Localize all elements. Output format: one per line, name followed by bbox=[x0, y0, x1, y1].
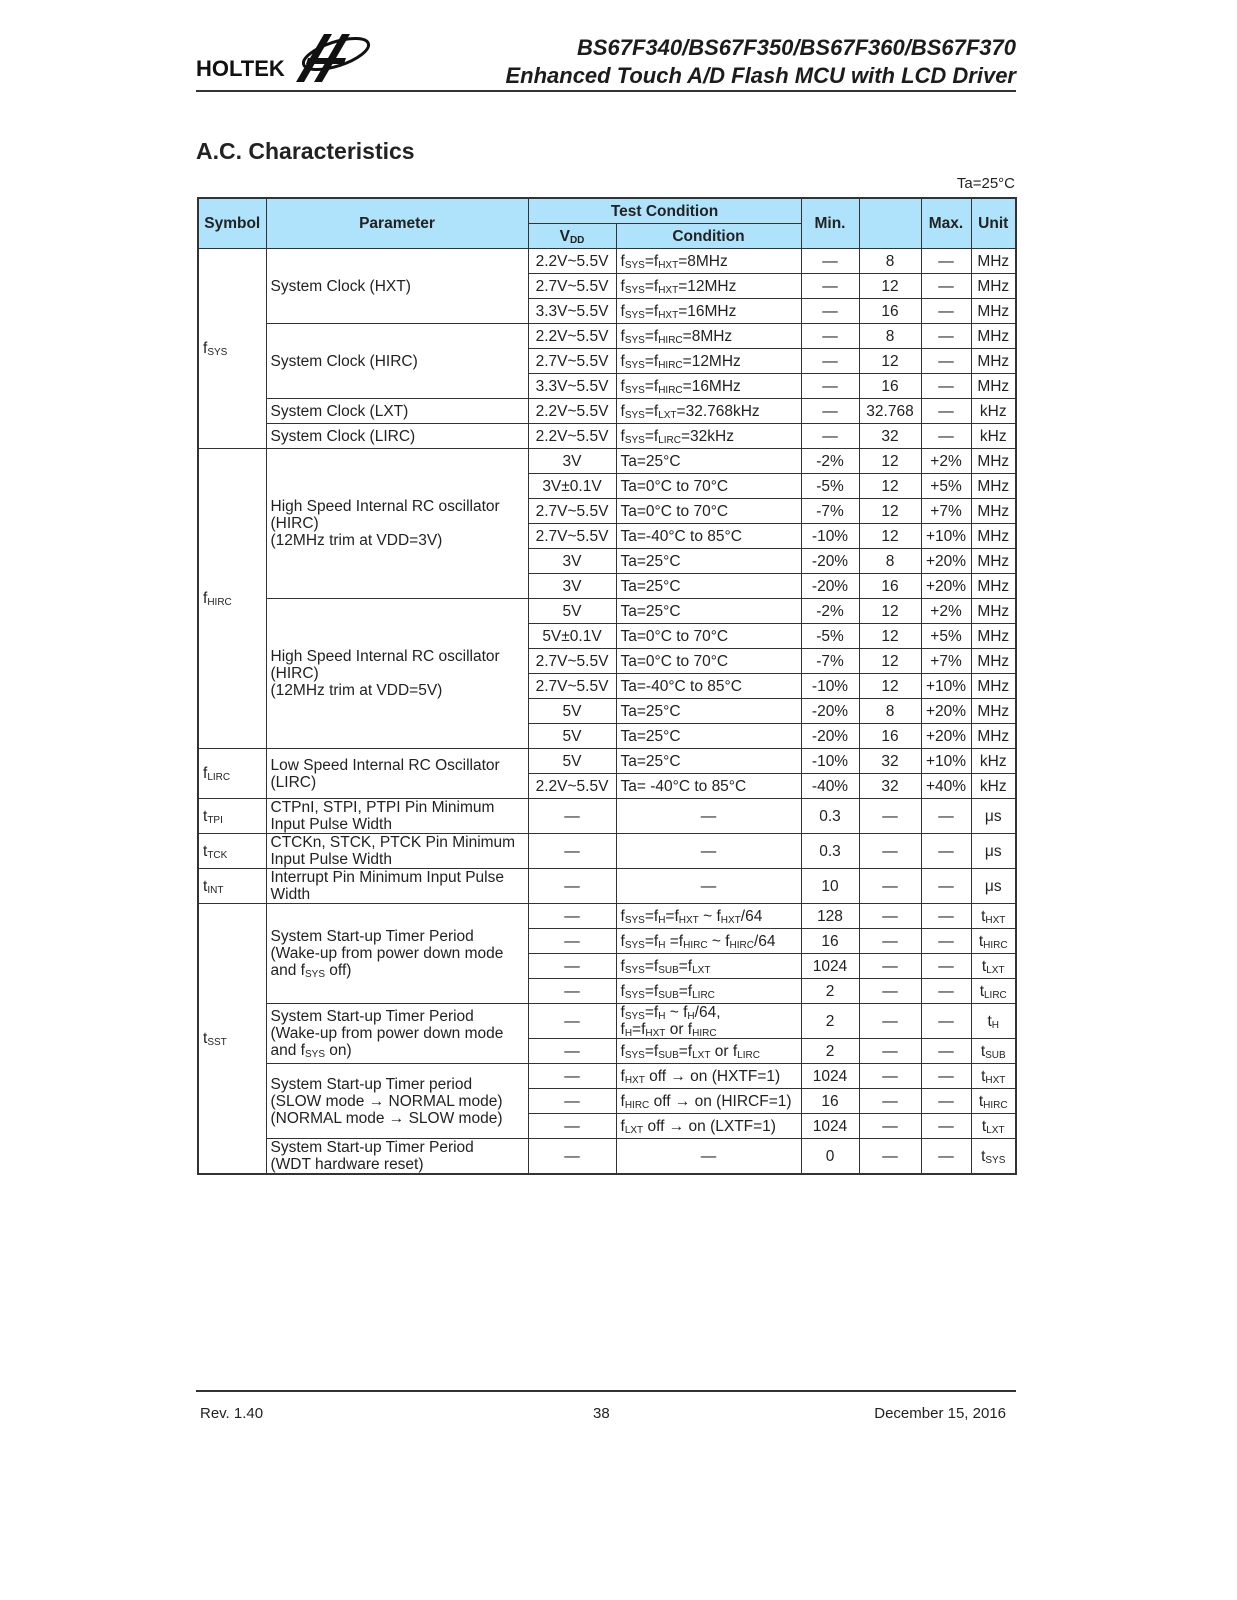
table-row: 5V±0.1V Ta=0°C to 70°C -5% 12 +5% MHz bbox=[198, 624, 1016, 649]
table-header-row bbox=[198, 198, 1016, 224]
table-row: System Start-up Timer Period (WDT hardware reset) — — 0 — — $t_{SYS}$ bbox=[198, 1139, 1016, 1175]
table-row: — $f_{HIRC}$ off → on (HIRCF=1) 16 — — $t_{HIRC}$ bbox=[198, 1089, 1016, 1114]
symbol-tsst: $t_{SST}$ bbox=[198, 904, 266, 1175]
ambient-temp-note: Ta=25°C bbox=[956, 175, 1015, 192]
footer-page-number: 38 bbox=[593, 1405, 610, 1422]
symbol-fhirc: $f_{HIRC}$ bbox=[198, 449, 266, 749]
table-row: — $f_{LXT}$ off → on (LXTF=1) 1024 — — $t_{LXT}$ bbox=[198, 1114, 1016, 1139]
table-row: $f_{LIRC}$ Low Speed Internal RC Oscillator (LIRC) 5V Ta=25°C -10% 32 +10% kHz bbox=[198, 749, 1016, 774]
header-parameter: Parameter bbox=[266, 198, 528, 249]
symbol-fsys: $f_{SYS}$ bbox=[198, 249, 266, 449]
header-symbol: Symbol bbox=[198, 198, 266, 249]
table-row: — $f_{SYS}=f_{SUB}=f_{LXT}$ 1024 — — $t_{LXT}$ bbox=[198, 954, 1016, 979]
footer-date: December 15, 2016 bbox=[874, 1405, 1006, 1422]
param-fhirc-3v: High Speed Internal RC oscillator (HIRC) (12MHz trim at VDD=3V) bbox=[266, 449, 528, 599]
symbol-tint: $t_{INT}$ bbox=[198, 869, 266, 904]
table-row: — $f_{SYS}=f_H =f_{HIRC}$ ~ $f_{HIRC}/64$ 16 — — $t_{HIRC}$ bbox=[198, 929, 1016, 954]
symbol-ttck: $t_{TCK}$ bbox=[198, 834, 266, 869]
ac-characteristics-table bbox=[197, 197, 1017, 1175]
table-row: High Speed Internal RC oscillator (HIRC) (12MHz trim at VDD=5V) 5V Ta=25°C -2% 12 +2% MHz bbox=[198, 599, 1016, 624]
table-row: System Clock (LXT) 2.2V~5.5V $f_{SYS}=f_{LXT}=32.768kHz$ — 32.768 — kHz bbox=[198, 399, 1016, 424]
table-row: — $f_{SYS}=f_{SUB}=f_{LIRC}$ 2 — — $t_{LIRC}$ bbox=[198, 979, 1016, 1004]
param-fsys-hxt: System Clock (HXT) bbox=[266, 249, 528, 324]
header-max: Max. bbox=[921, 198, 971, 249]
table-row: 3V±0.1V Ta=0°C to 70°C -5% 12 +5% MHz bbox=[198, 474, 1016, 499]
table-row: $t_{INT}$ Interrupt Pin Minimum Input Pulse Width — — 10 — — μs bbox=[198, 869, 1016, 904]
param-tsst-mode-switch: System Start-up Timer period (SLOW mode → NORMAL mode) (NORMAL mode → SLOW mode) bbox=[266, 1064, 528, 1139]
param-tint: Interrupt Pin Minimum Input Pulse Width bbox=[266, 869, 528, 904]
param-tsst-wakeup-off: System Start-up Timer Period (Wake-up from power down mode and $f_{SYS}$ off) bbox=[266, 904, 528, 1004]
footer-rule bbox=[196, 1390, 1016, 1392]
page-header bbox=[196, 24, 1016, 92]
symbol-ttpi: $t_{TPI}$ bbox=[198, 799, 266, 834]
table-row: $t_{TCK}$ CTCKn, STCK, PTCK Pin Minimum Input Pulse Width — — 0.3 — — μs bbox=[198, 834, 1016, 869]
param-flirc: Low Speed Internal RC Oscillator (LIRC) bbox=[266, 749, 528, 799]
table-row: 2.7V~5.5V Ta=-40°C to 85°C -10% 12 +10% MHz bbox=[198, 524, 1016, 549]
header-min: Min. bbox=[801, 198, 859, 249]
header-unit: Unit bbox=[971, 198, 1016, 249]
param-tsst-wakeup-on: System Start-up Timer Period (Wake-up from power down mode and $f_{SYS}$ on) bbox=[266, 1004, 528, 1064]
param-ttpi: CTPnI, STPI, PTPI Pin Minimum Input Pulse Width bbox=[266, 799, 528, 834]
param-ttck: CTCKn, STCK, PTCK Pin Minimum Input Pulse Width bbox=[266, 834, 528, 869]
table-row: $f_{SYS}$ System Clock (HXT) 2.2V~5.5V $f_{SYS}=f_{HXT}=8MHz$ — 8 — MHz bbox=[198, 249, 1016, 274]
logo-text: HOLTEK bbox=[196, 56, 285, 81]
table-row: System Start-up Timer Period (Wake-up from power down mode and $f_{SYS}$ on) — $f_{SYS}=f_H$ ~ $f_H/64$, $f_H=f_{HXT}$ or $f_{HIRC}$ 2 — — $t_H$ bbox=[198, 1004, 1016, 1039]
header-typ bbox=[859, 198, 921, 249]
symbol-flirc: $f_{LIRC}$ bbox=[198, 749, 266, 799]
table-row: $t_{TPI}$ CTPnI, STPI, PTPI Pin Minimum Input Pulse Width — — 0.3 — — μs bbox=[198, 799, 1016, 834]
param-tsst-wdt: System Start-up Timer Period (WDT hardware reset) bbox=[266, 1139, 528, 1175]
table-row: System Start-up Timer period (SLOW mode → NORMAL mode) (NORMAL mode → SLOW mode) — $f_{HXT}$ off → on (HXTF=1) 1024 — — $t_{HXT}$ bbox=[198, 1064, 1016, 1089]
table-row: 3.3V~5.5V $f_{SYS}=f_{HIRC}=16MHz$ — 16 — MHz bbox=[198, 374, 1016, 399]
doc-title-part-numbers: BS67F340/BS67F350/BS67F360/BS67F370 bbox=[576, 35, 1016, 60]
header-test-condition: Test Condition bbox=[528, 198, 801, 224]
header-vdd: $V_{DD}$ bbox=[528, 224, 616, 249]
table-row: $t_{SST}$ System Start-up Timer Period (Wake-up from power down mode and $f_{SYS}$ off) — $f_{SYS}=f_H=f_{HXT}$ ~ $f_{HXT}/64$ 128 — — $t_{HXT}$ bbox=[198, 904, 1016, 929]
table-row: — $f_{SYS}=f_{SUB}=f_{LXT}$ or $f_{LIRC}$ 2 — — $t_{SUB}$ bbox=[198, 1039, 1016, 1064]
table-row: 2.7V~5.5V $f_{SYS}=f_{HXT}=12MHz$ — 12 — MHz bbox=[198, 274, 1016, 299]
table-row: 2.7V~5.5V Ta=-40°C to 85°C -10% 12 +10% MHz bbox=[198, 674, 1016, 699]
table-row: System Clock (HIRC) 2.2V~5.5V $f_{SYS}=f_{HIRC}=8MHz$ — 8 — MHz bbox=[198, 324, 1016, 349]
doc-title-description: Enhanced Touch A/D Flash MCU with LCD Driver bbox=[505, 63, 1016, 88]
table-row: 5V Ta=25°C -20% 8 +20% MHz bbox=[198, 699, 1016, 724]
table-row: 3V Ta=25°C -20% 8 +20% MHz bbox=[198, 549, 1016, 574]
param-fhirc-5v: High Speed Internal RC oscillator (HIRC) (12MHz trim at VDD=5V) bbox=[266, 599, 528, 749]
table-row: 3.3V~5.5V $f_{SYS}=f_{HXT}=16MHz$ — 16 — MHz bbox=[198, 299, 1016, 324]
table-row: 3V Ta=25°C -20% 16 +20% MHz bbox=[198, 574, 1016, 599]
table-row: $f_{HIRC}$ High Speed Internal RC oscillator (HIRC) (12MHz trim at VDD=3V) 3V Ta=25°C -2% 12 +2% MHz bbox=[198, 449, 1016, 474]
doc-title-block bbox=[505, 34, 1016, 90]
holtek-logo bbox=[196, 24, 376, 86]
table-row: 2.2V~5.5V Ta= -40°C to 85°C -40% 32 +40% kHz bbox=[198, 774, 1016, 799]
table-row: 5V Ta=25°C -20% 16 +20% MHz bbox=[198, 724, 1016, 749]
table-row: System Clock (LIRC) 2.2V~5.5V $f_{SYS}=f_{LIRC}=32kHz$ — 32 — kHz bbox=[198, 424, 1016, 449]
footer-revision: Rev. 1.40 bbox=[200, 1405, 264, 1422]
table-row: 2.7V~5.5V Ta=0°C to 70°C -7% 12 +7% MHz bbox=[198, 499, 1016, 524]
param-fsys-hirc: System Clock (HIRC) bbox=[266, 324, 528, 399]
section-title: A.C. Characteristics bbox=[196, 138, 415, 164]
table-row: 2.7V~5.5V $f_{SYS}=f_{HIRC}=12MHz$ — 12 — MHz bbox=[198, 349, 1016, 374]
header-condition: Condition bbox=[616, 224, 801, 249]
param-fsys-lirc: System Clock (LIRC) bbox=[266, 424, 528, 449]
param-fsys-lxt: System Clock (LXT) bbox=[266, 399, 528, 424]
table-row: 2.7V~5.5V Ta=0°C to 70°C -7% 12 +7% MHz bbox=[198, 649, 1016, 674]
